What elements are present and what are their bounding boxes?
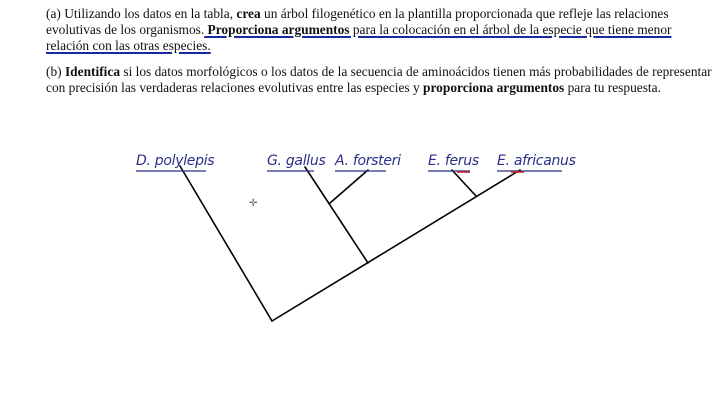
question-a-text: un árbol filogenético en la plantilla proporcionada que refleje las relaciones evolutivas de los organismos.: [46, 6, 669, 37]
branch-d-polylepis: [180, 166, 272, 321]
question-b-bold-argumentos: proporciona argumentos: [423, 80, 565, 95]
species-label-e-africanus: E. africanus: [497, 153, 576, 169]
branch-g-gallus: [305, 167, 368, 263]
crosshair-cursor-icon: ✛: [249, 198, 258, 209]
species-label-e-ferus: E. ferus: [428, 153, 479, 169]
species-label-a-forsteri: A. forsteri: [335, 153, 401, 169]
branch-e-ferus: [452, 170, 476, 196]
question-b-bold-identifica: Identifica: [64, 64, 121, 79]
question-b-prefix: (b): [46, 64, 65, 79]
question-b-text-end: para tu respuesta.: [564, 80, 661, 95]
question-b-text: si los datos morfológicos o los datos de la secuencia de aminoácidos tienen más probabilidades de representar con precisión las verdaderas relaciones evolutivas entre las especies y: [46, 64, 712, 95]
species-label-g-gallus: G. gallus: [267, 153, 326, 169]
branch-trunk: [272, 170, 520, 321]
question-a-bold-crea: crea: [236, 6, 261, 21]
question-a-bold-argumentos: Proporciona argumentos: [204, 22, 350, 37]
species-label-d-polylepis: D. polylepis: [136, 153, 215, 169]
question-a-prefix: (a) Utilizando los datos en la tabla,: [46, 6, 237, 21]
branch-a-forsteri: [330, 170, 368, 203]
question-a-text-end: para la colocación en el árbol de la especie que tiene menor relación con las otras especies.: [46, 22, 672, 53]
